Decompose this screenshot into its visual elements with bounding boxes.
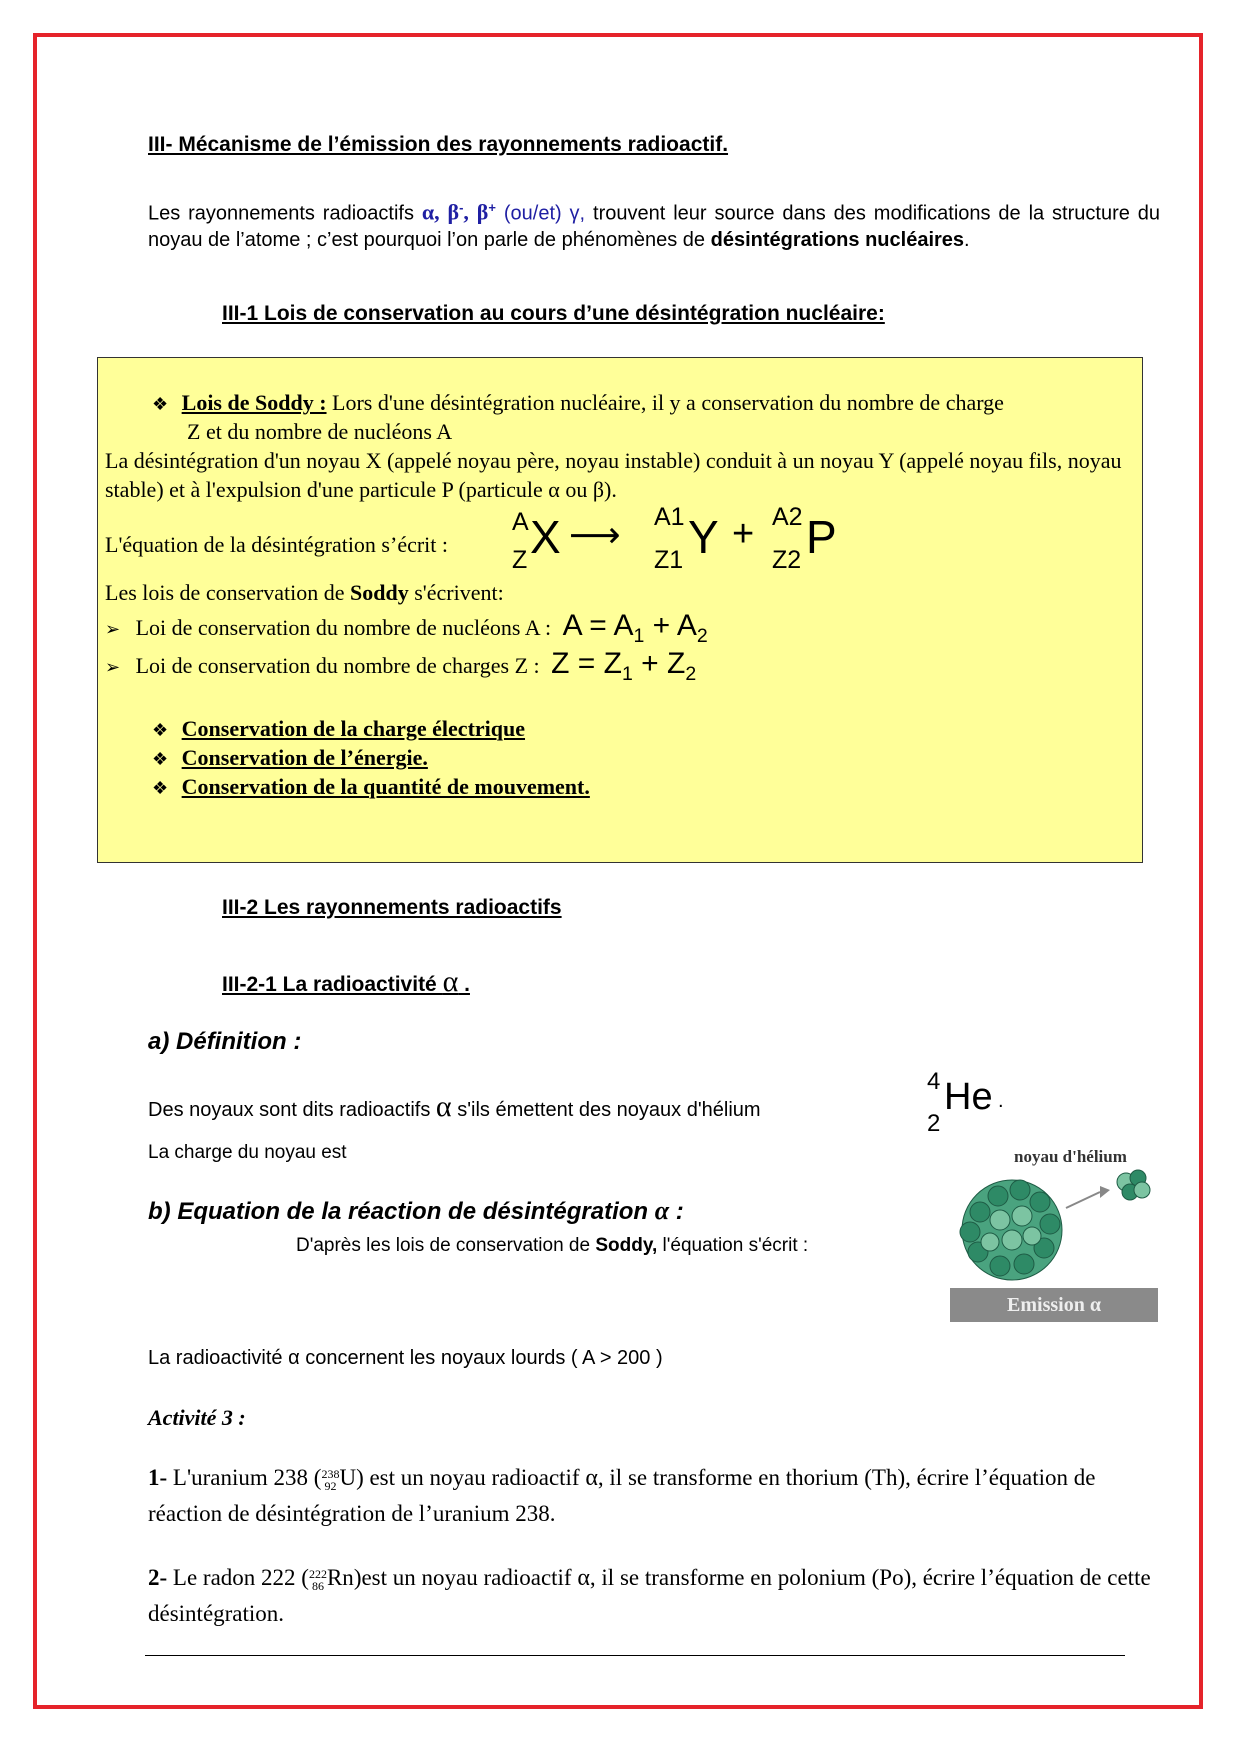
- soddy-law-item-cont: Z et du nombre de nucléons A: [187, 419, 453, 444]
- u238-nuclide: 238 92: [321, 1466, 340, 1493]
- reaction-arrow: ⟶: [569, 515, 621, 556]
- laws-intro: Les lois de conservation de Soddy s'écrivent:: [105, 580, 504, 605]
- law-nucleons: ➢ Loi de conservation du nombre de nucléons A : $A = A_1 + A_2$: [105, 609, 708, 647]
- equation-label: L'équation de la désintégration s’écrit :: [105, 532, 449, 557]
- heading-3-2: III-2 Les rayonnements radioactifs: [222, 896, 562, 919]
- question-2: 2- Le radon 222 (222 86 Rn)est un noyau radioactif α, il se transforme en polonium (Po), écrire l’équation de cette désintégration.: [148, 1565, 1151, 1626]
- charge-text: La charge du noyau est: [148, 1142, 347, 1163]
- alpha-emission-image: [950, 1144, 1158, 1322]
- heading-3-2-1: III-2-1 La radioactivité α .: [222, 965, 470, 998]
- rn222-nuclide: 222 86: [308, 1566, 327, 1593]
- law-A-equation: $A = A_1 + A_2$: [562, 609, 708, 647]
- law-Z-equation: $Z = Z_1 + Z_2$: [551, 647, 697, 685]
- heading-main: III- Mécanisme de l’émission des rayonnements radioactif.: [148, 133, 729, 156]
- soddy-law-item: ❖ Lois de Soddy : Lors d'une désintégration nucléaire, il y a conservation du nombre de charge: [152, 390, 1004, 415]
- cons-energy-item: ❖ Conservation de l’énergie.: [152, 745, 428, 770]
- cons-momentum-item: ❖ Conservation de la quantité de mouvement.: [152, 774, 590, 799]
- bottom-rule: [145, 1655, 1125, 1656]
- law-charges: ➢ Loi de conservation du nombre de charges Z : $Z = Z_1 + Z_2$: [105, 647, 697, 685]
- soddy-laws-box: ❖ Lois de Soddy : Lors d'une désintégration nucléaire, il y a conservation du nombre de charge Z et du nombre de nucléons A La désintégration d'un noyau X (appelé noyau père, noyau instable) conduit à un noyau Y (appelé noyau fils, noyau stable) et à l'expulsion d'une particule P (particule α ou β). L'équation de la désintégration s’écrit : A Z X ⟶ A1 Z1 Y + A2 Z2 P Les lois de conservation de Soddy s'écrivent: ➢ Loi de conservation du nombre de nucléons A : $A = A_1 + A_2$ ➢ Loi de conservation du nombre de charges Z : $Z = Z_1 + Z_2$ ❖ Conservation de la charge électrique ❖ Conservation de l’énergie. ❖ Conservation de la quantité de mouvement.: [97, 357, 1143, 863]
- heavy-nuclei-text: La radioactivité α concernent les noyaux lourds ( A > 200 ): [148, 1347, 663, 1369]
- soddy-equation-line: D'après les lois de conservation de Soddy, l'équation s'écrit :: [296, 1235, 809, 1256]
- page-border: [33, 33, 1203, 1709]
- desintegration-paragraph: La désintégration d'un noyau X (appelé noyau père, noyau instable) conduit à un noyau Y (appelé noyau fils, noyau stable) et à l'expulsion d'une particule P (particule α ou β).: [105, 448, 1122, 502]
- equation-title: b) Equation de la réaction de désintégration α :: [148, 1196, 684, 1225]
- definition-title: a) Définition :: [148, 1028, 302, 1055]
- image-label-helium: noyau d'hélium: [1014, 1147, 1127, 1166]
- question-1: 1- L'uranium 238 (238 92 U) est un noyau radioactif α, il se transforme en thorium (Th), écrire l’équation de réaction de désintégration de l’uranium 238.: [148, 1465, 1096, 1526]
- definition-text: Des noyaux sont dits radioactifs α s'ils émettent des noyaux d'hélium: [148, 1090, 761, 1123]
- heading-3-1: III-1 Lois de conservation au cours d’une désintégration nucléaire:: [222, 302, 885, 325]
- image-label-emission: Emission α: [950, 1288, 1158, 1322]
- nucleus-drawing: [950, 1164, 1158, 1290]
- intro-paragraph: Les rayonnements radioactifs α, β-, β+ (ou/et) γ, trouvent leur source dans des modifications de la structure du noyau de l’atome ; c’est pourquoi l’on parle de phénomènes de désintégrations nucléaires.: [148, 199, 1160, 251]
- cons-charge-item: ❖ Conservation de la charge électrique: [152, 716, 526, 741]
- activity-title: Activité 3 :: [148, 1405, 246, 1430]
